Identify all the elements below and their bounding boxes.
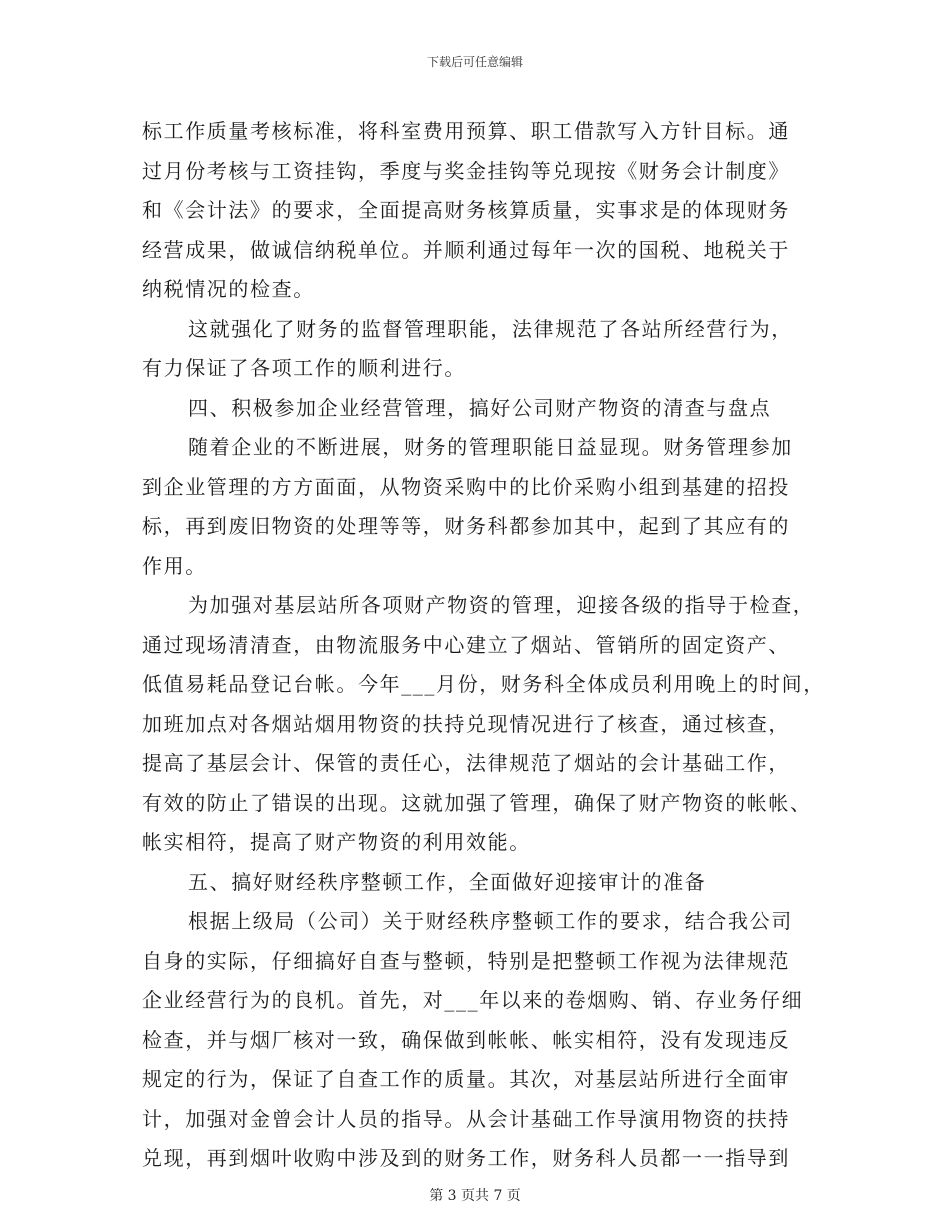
text-line: 经营成果，做诚信纳税单位。并顺利通过每年一次的国税、地税关于 <box>142 237 790 262</box>
text-line: 有力保证了各项工作的顺利进行。 <box>142 356 466 380</box>
text-line: 五、搞好财经秩序整顿工作，全面做好迎接审计的准备 <box>188 869 707 894</box>
text-line: 随着企业的不断进展，财务的管理职能日益显现。财务管理参加 <box>188 435 793 459</box>
text-line: 自身的实际，仔细搞好自查与整顿，特别是把整顿工作视为法律规范 <box>142 948 790 973</box>
text-line: 兑现，再到烟叶收购中涉及到的财务工作，财务科人员都一一指导到 <box>142 1146 790 1170</box>
text-line: 过月份考核与工资挂钩，季度与奖金挂钩等兑现按《财务会计制度》 <box>142 158 790 183</box>
text-line: 加班加点对各烟站烟用物资的扶持兑现情况进行了核查，通过核查， <box>142 711 790 736</box>
text-line: 四、积极参加企业经营管理，搞好公司财产物资的清查与盘点 <box>188 395 772 420</box>
text-line: 为加强对基层站所各项财产物资的管理，迎接各级的指导于检查， <box>188 593 815 617</box>
text-line: 帐实相符，提高了财产物资的利用效能。 <box>142 830 531 854</box>
text-line: 提高了基层会计、保管的责任心，法律规范了烟站的会计基础工作， <box>142 751 790 775</box>
text-line: 和《会计法》的要求，全面提高财务核算质量，实事求是的体现财务 <box>142 198 790 222</box>
text-line: 这就强化了财务的监督管理职能，法律规范了各站所经营行为， <box>188 316 793 341</box>
page-header: 下载后可任意编辑 <box>426 55 523 69</box>
text-line: 通过现场清清查，由物流服务中心建立了烟站、管销所的固定资产、 <box>142 632 790 657</box>
text-line: 纳税情况的检查。 <box>142 277 315 301</box>
text-line: 检查，并与烟厂核对一致，确保做到帐帐、帐实相符，没有发现违反 <box>142 1027 790 1052</box>
text-line: 标，再到废旧物资的处理等等，财务科都参加其中，起到了其应有的 <box>142 514 790 538</box>
text-line: 标工作质量考核标准，将科室费用预算、职工借款写入方针目标。通 <box>142 119 790 143</box>
text-line: 作用。 <box>142 553 207 578</box>
text-line: 有效的防止了错误的出现。这就加强了管理，确保了财产物资的帐帐、 <box>142 790 812 815</box>
text-line: 到企业管理的方方面面，从物资采购中的比价采购小组到基建的招投 <box>142 474 790 499</box>
document-body <box>142 112 825 1179</box>
text-line: 低值易耗品登记台帐。今年___月份，财务科全体成员利用晚上的时间， <box>142 672 825 696</box>
text-line: 根据上级局（公司）关于财经秩序整顿工作的要求，结合我公司 <box>188 909 793 933</box>
text-line: 企业经营行为的良机。首先，对___年以来的卷烟购、销、存业务仔细 <box>142 988 804 1012</box>
text-line: 规定的行为，保证了自查工作的质量。其次，对基层站所进行全面审 <box>142 1067 790 1091</box>
text-line: 计，加强对金曾会计人员的指导。从会计基础工作导演用物资的扶持 <box>142 1106 790 1131</box>
page-footer: 第 3 页共 7 页 <box>429 1188 521 1204</box>
